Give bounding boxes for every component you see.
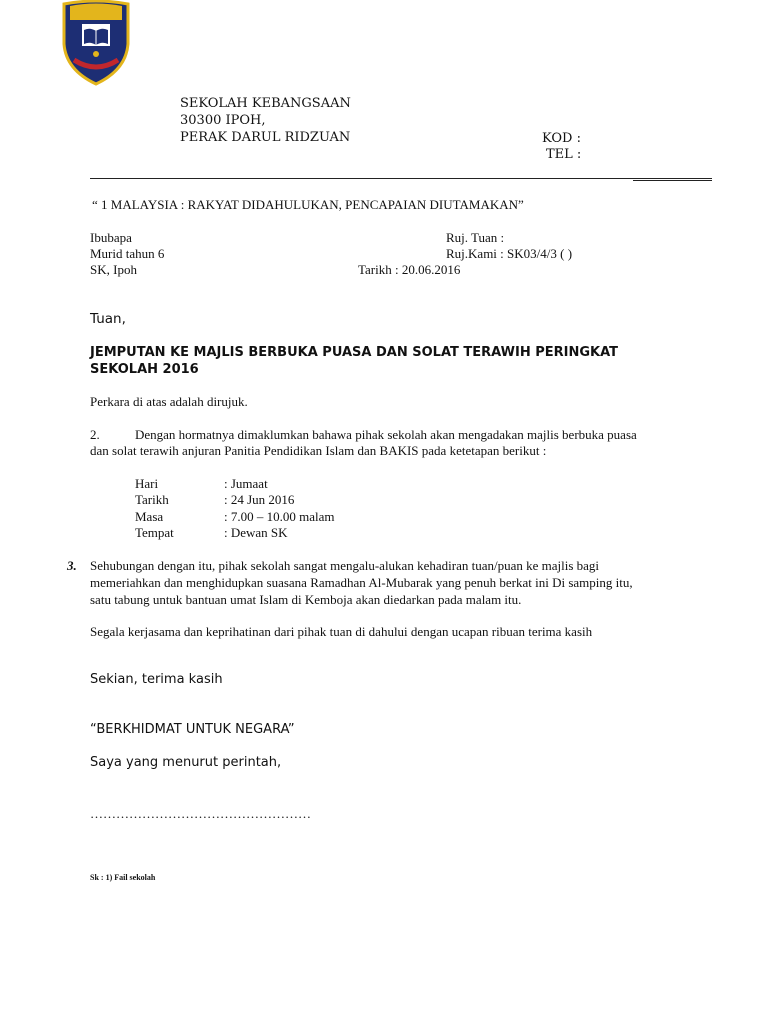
school-state: PERAK DARUL RIDZUAN [180,130,351,145]
detail-value-tempat: : Dewan SK [224,525,288,540]
ruj-tuan: Ruj. Tuan : [446,230,505,245]
header-divider-extension [633,180,712,181]
tel-label: TEL : [546,147,582,162]
ruj-kami: Ruj.Kami : SK03/4/3 ( ) [446,246,573,261]
paragraph-1: Perkara di atas adalah dirujuk. [90,394,248,409]
kod-label: KOD : [542,131,581,146]
recipient-line-3: SK, Ipoh [90,262,137,277]
closing-thanks: Sekian, terima kasih [90,672,223,687]
recipient-line-1: Ibubapa [90,230,132,245]
detail-label-hari: Hari [135,476,159,491]
detail-value-masa: : 7.00 – 10.00 malam [224,509,335,524]
letter-date: Tarikh : 20.06.2016 [358,262,461,277]
paragraph-3-line-3: satu tabung untuk bantuan umat Islam di Kemboja akan diedarkan pada malam itu. [90,592,522,607]
closing-slogan: “BERKHIDMAT UNTUK NEGARA” [90,722,295,737]
school-crest-logo [60,0,132,86]
carbon-copy-note: Sk : 1) Fail sekolah [90,873,156,882]
paragraph-3-line-1: Sehubungan dengan itu, pihak sekolah sangat mengalu-alukan kehadiran tuan/puan ke majlis bagi [90,558,600,573]
header-divider [90,178,712,179]
paragraph-2-line-1: Dengan hormatnya dimaklumkan bahawa pihak sekolah akan mengadakan majlis berbuka puasa [135,427,637,442]
paragraph-3-number: 3. [67,558,77,573]
detail-value-hari: : Jumaat [224,476,268,491]
recipient-line-2: Murid tahun 6 [90,246,165,261]
detail-label-tarikh: Tarikh [135,492,169,507]
salutation: Tuan, [90,311,126,327]
paragraph-2-line-2: dan solat terawih anjuran Panitia Pendidikan Islam dan BAKIS pada ketetapan berikut : [90,443,547,458]
detail-label-masa: Masa [135,509,164,524]
paragraph-4: Segala kerjasama dan keprihatinan dari pihak tuan di dahului dengan ucapan ribuan terima kasih [90,624,593,639]
school-name: SEKOLAH KEBANGSAAN [180,96,351,111]
paragraph-2-number: 2. [90,427,100,442]
national-motto: “ 1 MALAYSIA : RAKYAT DIDAHULUKAN, PENCAPAIAN DIUTAMAKAN” [92,197,524,212]
school-postcode-city: 30300 IPOH, [180,113,266,128]
detail-label-tempat: Tempat [135,525,174,540]
signature-line: …………………………………………… [90,806,311,821]
closing-obedient: Saya yang menurut perintah, [90,755,282,770]
letter-subject: JEMPUTAN KE MAJLIS BERBUKA PUASA DAN SOLAT TERAWIH PERINGKAT SEKOLAH 2016 [90,345,619,377]
paragraph-3-line-2: memeriahkan dan menghidupkan suasana Ramadhan Al-Mubarak yang penuh berkat ini Di samping itu, [90,575,633,590]
detail-value-tarikh: : 24 Jun 2016 [224,492,295,507]
